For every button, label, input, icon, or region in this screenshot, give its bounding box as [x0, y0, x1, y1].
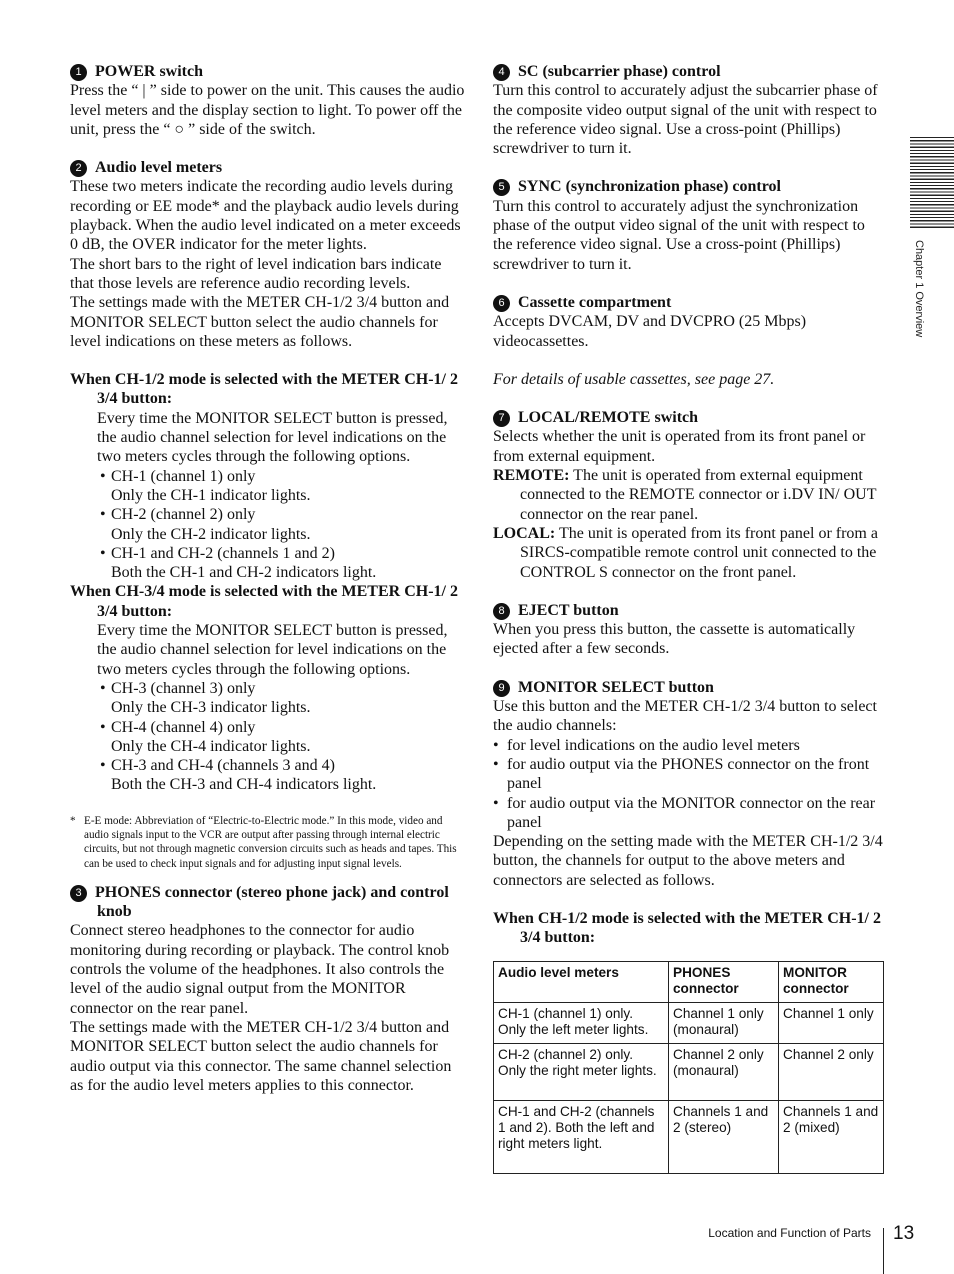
remote-text: The unit is operated from external equipment connected to the REMOTE connector or i.DV IN/ OUT connector on the rear panel. — [520, 467, 877, 523]
list-item-main: CH-3 (channel 3) only — [111, 679, 256, 697]
section-2-title: Audio level meters — [95, 159, 223, 177]
section-4-title: SC (subcarrier phase) control — [518, 63, 721, 80]
footer-section-title: Location and Function of Parts — [708, 1226, 871, 1240]
table-header-cell: Audio level meters — [494, 961, 669, 1002]
list-item-sub: Only the CH-2 indicator lights. — [111, 525, 311, 543]
number-9-icon: 9 — [493, 680, 510, 697]
chapter-tab-marks — [910, 137, 954, 229]
section-6-note: For details of usable cassettes, see page 27. — [493, 370, 775, 388]
section-9-title: MONITOR SELECT button — [518, 678, 714, 696]
table-cell: Channel 1 only — [779, 1002, 884, 1043]
list-item: • CH-1 and CH-2 (channels 1 and 2) Both the CH-1 and CH-2 indicators light. — [70, 544, 465, 583]
table-header-row — [494, 961, 884, 1002]
section-1-body: Press the “ | ” side to power on the unit. This causes the audio level meters and the display section to light. To power off the unit, press the “ ○ ” side of the switch. — [70, 82, 465, 138]
section-8-body: When you press this button, the cassette is automatically ejected after a few seconds. — [493, 621, 856, 658]
local-text: The unit is operated from its front panel or from a SIRCS-compatible remote control unit connected to the CONTROL S connector on the front panel. — [520, 524, 878, 581]
section-3-para-1: Connect stereo headphones to the connector for audio monitoring during recording or playback. The control knob controls the volume of the headphones. It also controls the level of the audio signal output from the MONITOR connector on the rear panel. — [70, 922, 450, 1017]
local-term: LOCAL: — [493, 524, 556, 542]
number-6-icon: 6 — [493, 295, 510, 312]
section-6-heading — [493, 293, 885, 312]
section-7-title: LOCAL/REMOTE switch — [518, 409, 699, 427]
list-item-sub: Only the CH-3 indicator lights. — [111, 699, 311, 717]
local-definition — [493, 524, 885, 582]
table-cell: CH-1 (channel 1) only. Only the left meter lights. — [494, 1002, 669, 1043]
section-1-title: POWER switch — [95, 63, 203, 80]
section-9-body: Use this button and the METER CH-1/2 3/4 button to select the audio channels: — [493, 698, 877, 735]
table-cell: Channels 1 and 2 (stereo) — [669, 1100, 779, 1173]
list-item: • for level indications on the audio level meters — [493, 736, 800, 754]
remote-term: REMOTE: — [493, 467, 570, 485]
list-item: • for audio output via the MONITOR connector on the rear panel — [493, 794, 876, 831]
table-row — [494, 1002, 884, 1043]
table-cell: Channel 1 only (monaural) — [669, 1002, 779, 1043]
ch12-body: Every time the MONITOR SELECT button is pressed, the audio channel selection for level indications on the two meters cycles through the following options. — [97, 409, 448, 466]
table-heading: When CH-1/2 mode is selected with the METER CH-1/ 2 3/4 button: — [493, 909, 881, 947]
section-8-heading — [493, 601, 885, 620]
section-7-body: Selects whether the unit is operated from its front panel or from external equipment. — [493, 428, 866, 465]
chapter-label-text: Chapter 1 Overview — [913, 240, 925, 338]
list-item: • CH-1 (channel 1) only Only the CH-1 indicator lights. — [70, 467, 465, 506]
list-item-text: for level indications on the audio level meters — [507, 736, 800, 754]
table-header-cell: MONITOR connector — [779, 961, 884, 1002]
number-8-icon: 8 — [493, 603, 510, 620]
number-3-icon: 3 — [70, 885, 87, 902]
number-2-icon: 2 — [70, 160, 87, 177]
list-item-sub: Both the CH-1 and CH-2 indicators light. — [111, 564, 377, 582]
table-header-cell: PHONES connector — [669, 961, 779, 1002]
section-5-body: Turn this control to accurately adjust the synchronization phase of the output video signal of the unit with respect to the reference video signal. Use a cross-point (Phillips) screwdriver to turn it. — [493, 197, 865, 273]
number-5-icon: 5 — [493, 179, 510, 196]
section-1-heading — [70, 62, 465, 81]
section-7-heading — [493, 408, 885, 427]
list-item: • CH-3 (channel 3) only Only the CH-3 indicator lights. — [70, 679, 465, 718]
remote-definition — [493, 466, 885, 524]
footnote-mark: * — [70, 814, 76, 827]
channel-table — [493, 961, 884, 1174]
number-4-icon: 4 — [493, 64, 510, 81]
number-1-icon: 1 — [70, 64, 87, 81]
section-2-para-2: The short bars to the right of level indication bars indicate that those levels are reference audio recording levels. — [70, 255, 442, 292]
section-3-heading — [70, 883, 465, 922]
footnote — [70, 814, 465, 871]
ch12-heading: When CH-1/2 mode is selected with the METER CH-1/ 2 3/4 button: — [70, 371, 458, 408]
section-2-para-1: These two meters indicate the recording audio levels during recording or EE mode* and the playback audio levels during playback. When the audio level indicated on a meter exceeds 0 dB, the OVER indicator for the meter lights. — [70, 178, 461, 254]
list-item-text: for audio output via the PHONES connector on the front panel — [507, 755, 870, 793]
section-6-body: Accepts DVCAM, DV and DVCPRO (25 Mbps) videocassettes. — [493, 313, 807, 350]
left-column — [70, 62, 465, 1095]
section-2-heading — [70, 158, 465, 177]
section-9-after: Depending on the setting made with the METER CH-1/2 3/4 button, the channels for output to the above meters and connectors are selected as follows. — [493, 833, 883, 889]
section-6-title: Cassette compartment — [518, 293, 672, 311]
section-5-heading — [493, 177, 885, 196]
table-cell: CH-2 (channel 2) only. Only the right meter lights. — [494, 1043, 669, 1100]
list-item-text: for audio output via the MONITOR connector on the rear panel — [507, 794, 876, 831]
right-column — [493, 62, 885, 1174]
list-item-sub: Both the CH-3 and CH-4 indicators light. — [111, 776, 377, 794]
table-cell: Channels 1 and 2 (mixed) — [779, 1100, 884, 1173]
section-8-title: EJECT button — [518, 601, 619, 619]
section-3-title: PHONES connector (stereo phone jack) and control knob — [95, 883, 449, 921]
table-cell: CH-1 and CH-2 (channels 1 and 2). Both the left and right meters light. — [494, 1100, 669, 1173]
list-item-main: CH-1 and CH-2 (channels 1 and 2) — [111, 544, 335, 562]
ch34-heading: When CH-3/4 mode is selected with the METER CH-1/ 2 3/4 button: — [70, 583, 458, 620]
section-5-title: SYNC (synchronization phase) control — [518, 178, 781, 196]
footnote-text: E-E mode: Abbreviation of “Electric-to-Electric mode.” In this mode, video and audio signals input to the VCR are output after passing through internal electric circuits, but not through magnetic conversion circuits such as heads and tapes. This can be used to check input signals and for adjusting input signal levels. — [84, 814, 457, 870]
footer-divider — [883, 1228, 884, 1274]
list-item-main: CH-4 (channel 4) only — [111, 718, 256, 736]
list-item: • for audio output via the PHONES connector on the front panel — [493, 755, 870, 793]
section-4-body: Turn this control to accurately adjust the subcarrier phase of the composite video output signal of the unit with respect to the reference video signal. Use a cross-point (Phillips) screwdriver to turn it. — [493, 82, 878, 158]
table-row — [494, 1100, 884, 1173]
page-number: 13 — [893, 1223, 915, 1244]
ch34-body: Every time the MONITOR SELECT button is pressed, the audio channel selection for level indications on the two meters cycles through the following options. — [97, 622, 448, 678]
list-item-sub: Only the CH-1 indicator lights. — [111, 486, 311, 504]
list-item: • CH-2 (channel 2) only Only the CH-2 indicator lights. — [70, 505, 465, 544]
section-3-para-2: The settings made with the METER CH-1/2 3/4 button and MONITOR SELECT button select the audio channels for audio output via this connector. The same channel selection as for the audio level meters applies to this connector. — [70, 1018, 452, 1094]
list-item: • CH-4 (channel 4) only Only the CH-4 indicator lights. — [70, 718, 465, 757]
list-item-main: CH-2 (channel 2) only — [111, 506, 256, 524]
list-item-main: CH-1 (channel 1) only — [111, 467, 256, 485]
chapter-side-label — [912, 240, 928, 370]
number-7-icon: 7 — [493, 410, 510, 427]
section-9-heading — [493, 678, 885, 697]
section-2-para-3: The settings made with the METER CH-1/2 3/4 button and MONITOR SELECT button select the audio channels for level indications on these meters as follows. — [70, 294, 450, 350]
list-item-sub: Only the CH-4 indicator lights. — [111, 737, 311, 755]
table-cell: Channel 2 only (monaural) — [669, 1043, 779, 1100]
list-item: • CH-3 and CH-4 (channels 3 and 4) Both the CH-3 and CH-4 indicators light. — [70, 756, 465, 795]
list-item-main: CH-3 and CH-4 (channels 3 and 4) — [111, 757, 335, 775]
table-cell: Channel 2 only — [779, 1043, 884, 1100]
section-4-heading — [493, 62, 885, 81]
table-row — [494, 1043, 884, 1100]
